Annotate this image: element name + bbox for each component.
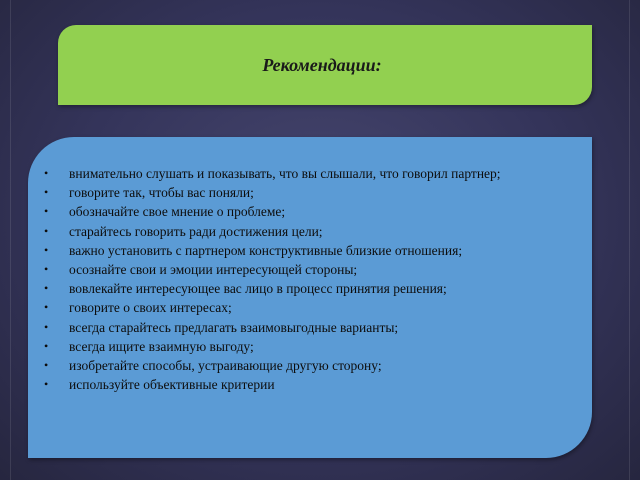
bullet-icon: • [44,185,49,200]
list-item [42,183,569,202]
bullet-icon: • [44,377,49,392]
bullet-icon: • [44,338,49,353]
list-item [42,298,569,317]
slide-border-left [0,0,14,480]
slide-border-right [626,0,640,480]
bullet-icon: • [44,281,49,296]
bullet-icon: • [44,358,49,373]
list-item [42,318,569,337]
list-item [42,241,569,260]
bullet-icon: • [44,300,49,315]
list-item [42,222,569,241]
list-item-text: используйте объективные критерии [69,377,275,393]
content-panel [28,137,592,458]
list-item-text: всегда ищите взаимную выгоду; [69,338,254,354]
list-item [42,260,569,279]
list-item-text: говорите так, чтобы вас поняли; [69,185,254,201]
bullet-icon: • [44,242,49,257]
list-item-text: важно установить с партнером конструктивные близкие отношения; [69,242,463,258]
list-item-text: осознайте свои и эмоции интересующей стороны; [69,262,358,278]
bullet-icon: • [44,262,49,277]
recommendations-list [42,164,569,394]
list-item [42,356,569,375]
bullet-icon: • [44,166,49,180]
slide-title: Рекомендации: [262,54,382,75]
list-item-text: всегда старайтесь предлагать взаимовыгодные варианты; [69,319,399,335]
list-item-text: внимательно слушать и показывать, что вы слышали, что говорил партнер; [69,166,501,181]
list-item [42,337,569,356]
list-item-text: вовлекайте интересующее вас лицо в процесс принятия решения; [69,281,447,297]
bullet-icon: • [44,223,49,238]
list-item [42,375,569,394]
list-item [42,279,569,298]
bullet-icon: • [44,319,49,334]
list-item-text: изобретайте способы, устраивающие другую сторону; [69,358,382,374]
list-item [42,202,569,221]
list-item-text: старайтесь говорить ради достижения цели; [69,223,323,239]
bullet-icon: • [44,204,49,219]
list-item-text: говорите о своих интересах; [69,300,232,316]
title-panel [58,25,592,105]
list-item [42,164,569,183]
list-item-text: обозначайте свое мнение о проблеме; [69,204,286,220]
